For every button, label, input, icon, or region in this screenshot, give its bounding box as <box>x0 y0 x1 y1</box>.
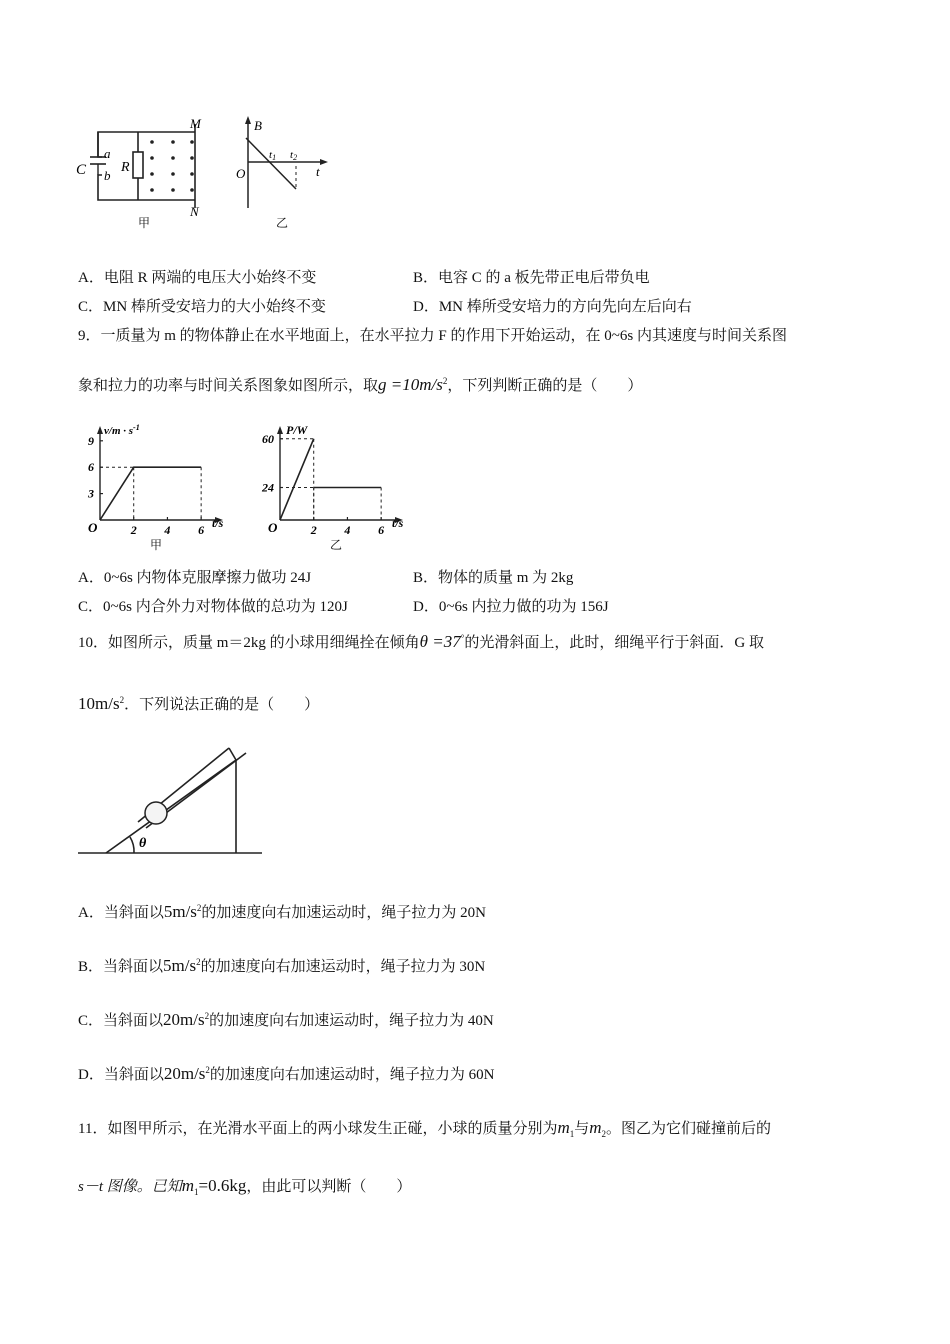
q8-caption-left: 甲 <box>138 216 151 230</box>
theta-label: θ <box>139 836 147 851</box>
ball <box>145 802 167 824</box>
q9-left-xtick-label: 2 <box>130 523 137 537</box>
q9-right-ytick-label: 60 <box>262 431 274 446</box>
q9-right-origin: O <box>268 520 278 535</box>
q8-caption-right: 乙 <box>276 216 289 230</box>
q8-figure <box>70 112 350 232</box>
q9-right-xtick-label: 2 <box>310 523 317 537</box>
q9-left-xlabel: t/s <box>212 516 224 530</box>
label-M: M <box>190 116 201 131</box>
q9-caption-right: 乙 <box>330 538 343 552</box>
q9-right-series-0 <box>280 439 314 520</box>
q9-caption-left: 甲 <box>150 538 163 552</box>
label-t: t <box>316 164 320 179</box>
q11-stem-line2: s－t 图像。已知$m_1=0.6kg$，由此可以判断（ ） <box>78 1176 412 1197</box>
q9-stem-line1: 9．一质量为 m 的物体静止在水平地面上，在水平拉力 F 的作用下开始运动，在 0~6s 内其速度与时间关系图 <box>78 328 787 344</box>
q9-right-xlabel: t/s <box>392 516 404 530</box>
q9-left-ytick-label: 9 <box>88 433 94 448</box>
q8-option-d: D．MN 棒所受安培力的方向先向左后向右 <box>413 299 692 315</box>
label-N: N <box>190 204 199 219</box>
q8-option-a: A．电阻 R 两端的电压大小始终不变 <box>78 270 317 286</box>
q9-right-xtick-label: 4 <box>344 523 351 537</box>
q10-option-d: D．当斜面以$20m/s^2$的加速度向右加速运动时，绳子拉力为 60N <box>78 1064 495 1083</box>
label-C: C <box>76 162 87 178</box>
label-t1: t1 <box>269 149 277 162</box>
q9-option-c: C．0~6s 内合外力对物体做的总功为 120J <box>78 599 348 615</box>
label-b: b <box>104 168 111 183</box>
q9-stem-line2: 象和拉力的功率与时间关系图象如图所示，取$g =10m/s^2$，下列判断正确的是（ ） <box>78 375 643 394</box>
q9-option-b: B．物体的质量 m 为 2kg <box>413 570 574 586</box>
q10-option-c: C．当斜面以$20m/s^2$的加速度向右加速运动时，绳子拉力为 40N <box>78 1010 494 1029</box>
label-B: B <box>254 118 262 133</box>
label-t2: t2 <box>290 149 298 162</box>
q9-right-ylabel: P/W <box>286 423 308 437</box>
q8-option-c: C．MN 棒所受安培力的大小始终不变 <box>78 299 326 315</box>
q9-left-xtick-label: 4 <box>164 523 171 537</box>
q9-right-ytick-label: 24 <box>262 480 274 495</box>
q9-left-ytick-label: 6 <box>88 460 94 475</box>
q9-left-origin: O <box>88 520 98 535</box>
q8-option-b: B．电容 C 的 a 板先带正电后带负电 <box>413 270 650 286</box>
q9-right-xtick-label: 6 <box>378 523 385 537</box>
q9-left-ytick-label: 3 <box>88 486 94 501</box>
q9-figure <box>80 420 420 555</box>
q9-option-a: A．0~6s 内物体克服摩擦力做功 24J <box>78 570 312 586</box>
q9-left-xtick-label: 6 <box>198 523 205 537</box>
q9-left-ylabel: $v/m \cdot s^{-1}$ <box>104 423 140 437</box>
label-O: O <box>236 166 246 181</box>
q11-stem-line1: 11．如图甲所示，在光滑水平面上的两小球发生正碰，小球的质量分别为$m_1$与$m_2$。图乙为它们碰撞前后的 <box>78 1118 772 1139</box>
label-R: R <box>121 160 130 175</box>
q10-stem-line1: 10．如图所示，质量 m＝2kg 的小球用细绳拴在倾角θ =37°的光滑斜面上，此时，细绳平行于斜面．G 取 <box>78 632 764 651</box>
q9-left-series-0 <box>100 467 201 520</box>
q10-figure <box>76 740 276 860</box>
q10-option-a: A．当斜面以$5m/s^2$的加速度向右加速运动时，绳子拉力为 20N <box>78 902 486 921</box>
q10-stem-line2: $10m/s^2$．下列说法正确的是（ ） <box>78 694 320 713</box>
label-a: a <box>104 146 111 161</box>
q9-option-d: D．0~6s 内拉力做的功为 156J <box>413 599 609 615</box>
q10-option-b: B．当斜面以$5m/s^2$的加速度向右加速运动时，绳子拉力为 30N <box>78 956 486 975</box>
